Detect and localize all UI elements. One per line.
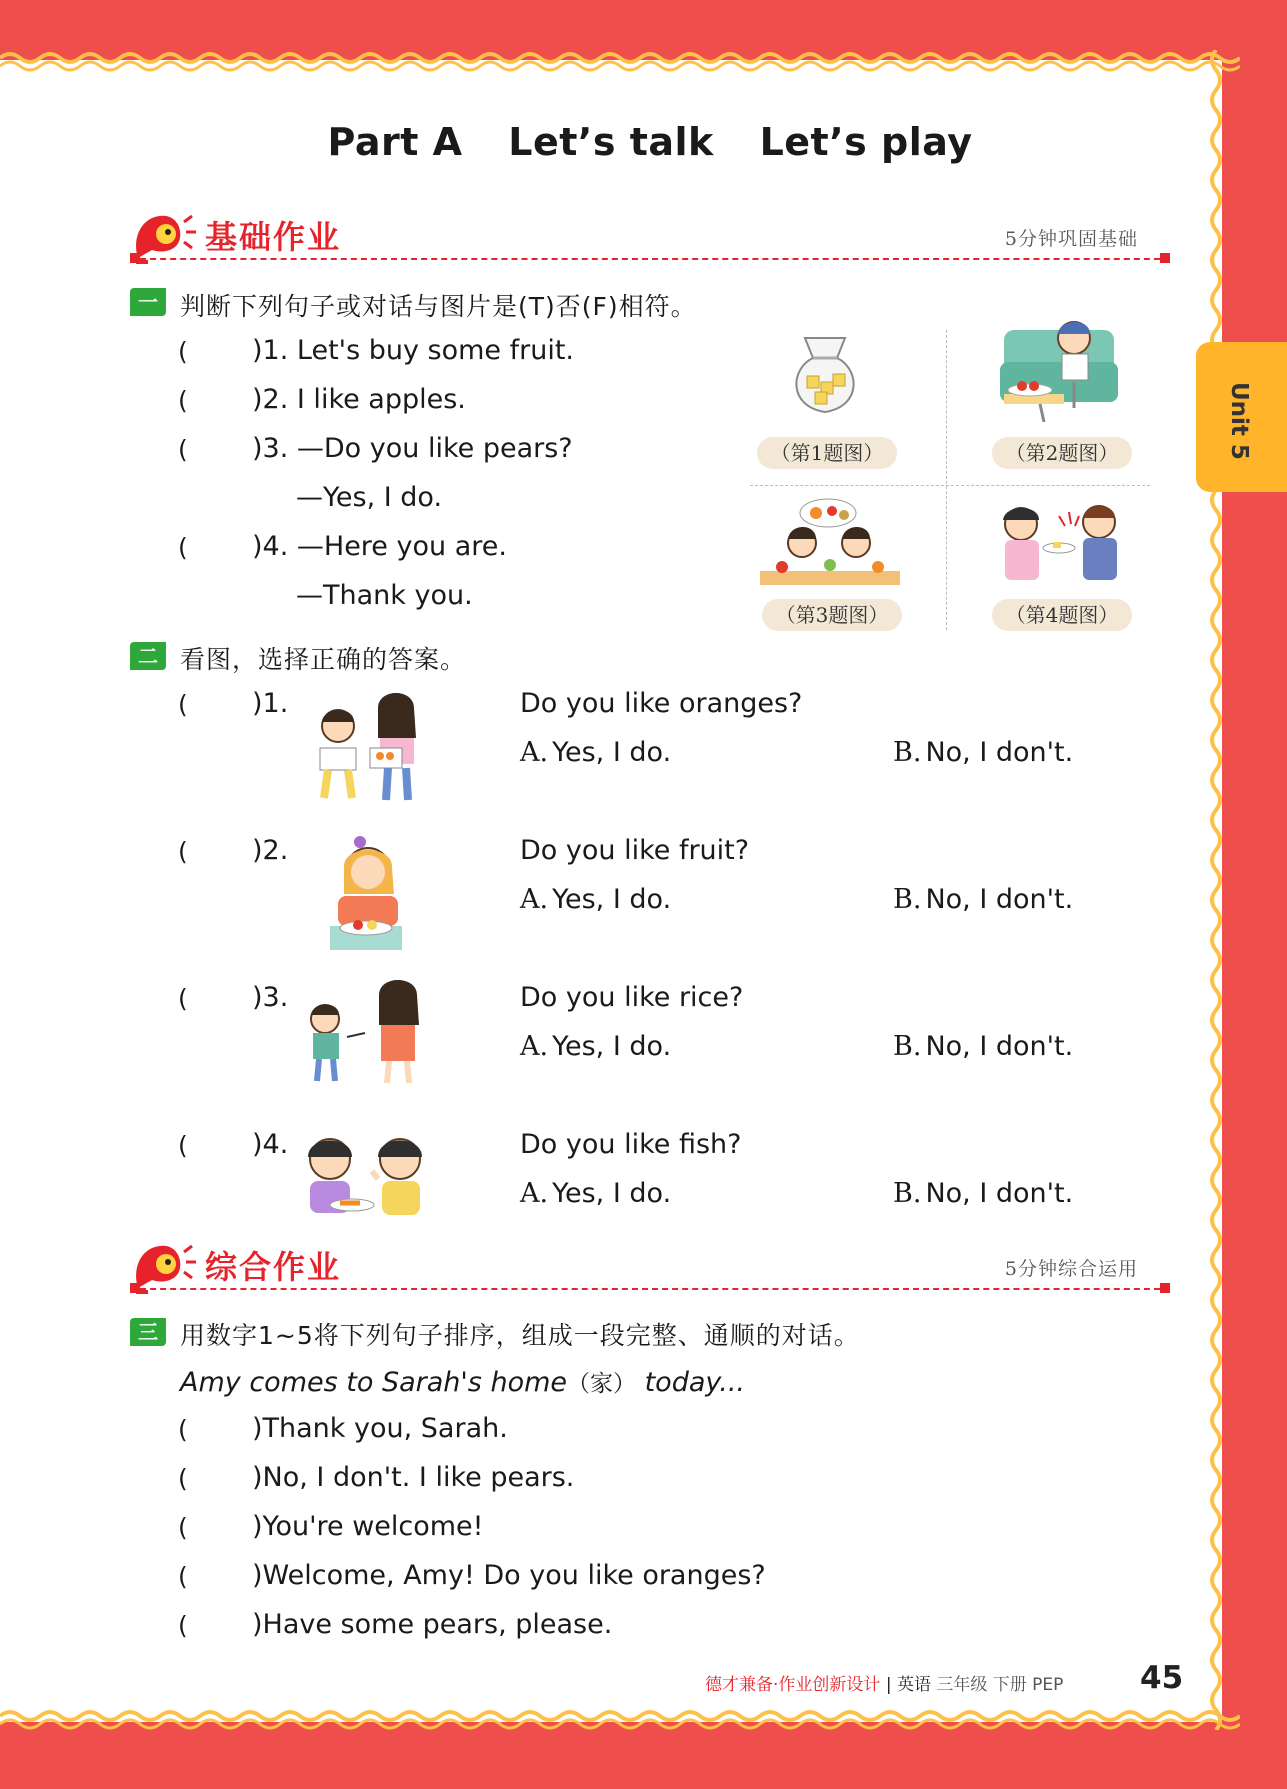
q2-item-3-option-a-text: Yes, I do. — [552, 1031, 672, 1062]
q2-item-4-option-a-text: Yes, I do. — [552, 1178, 672, 1209]
q2-item-4-option-a[interactable] — [520, 1178, 671, 1209]
q3-intro-cn: （家） — [567, 1371, 637, 1397]
title-part: Part A — [327, 120, 463, 164]
q1-caption-2: （第2题图） — [992, 437, 1132, 469]
q1-paren-1[interactable]: ( — [178, 337, 188, 366]
fruit-bag-picture — [785, 328, 865, 418]
q1-item-1-text: Let's buy some fruit. — [296, 335, 575, 366]
q2-item-2-option-b-letter: B. — [893, 884, 922, 915]
q2-item-1-option-b-text: No, I don't. — [925, 737, 1074, 768]
q1-item-1 — [252, 335, 574, 366]
unit-tab[interactable] — [1196, 342, 1287, 492]
section-comprehensive-label: 综合作业 — [205, 1248, 342, 1286]
q2-picture-1 — [308, 688, 423, 806]
q3-item-4: )Welcome, Amy! Do you like oranges? — [252, 1560, 766, 1591]
q2-item-3-option-a-letter: A. — [520, 1031, 549, 1062]
q2-item-1-option-b-letter: B. — [893, 737, 922, 768]
footer-brand: 德才兼备·作业创新设计 — [705, 1675, 881, 1695]
rule-end-right — [1160, 1283, 1170, 1293]
q1-caption-3: （第3题图） — [762, 599, 902, 631]
q1-item-4-text: —Here you are. — [296, 531, 507, 562]
q1-paren-4[interactable]: ( — [178, 533, 188, 562]
footer-volume: 下册 — [992, 1675, 1027, 1695]
q1-caption-1: （第1题图） — [757, 437, 897, 469]
unit-tab-label: Unit 5 — [1226, 382, 1252, 460]
q2-item-2-option-b[interactable] — [893, 884, 1073, 915]
q3-paren-3[interactable]: ( — [178, 1513, 188, 1542]
section-basic-sub: 5分钟巩固基础 — [1004, 228, 1138, 250]
q1-item-2-num: )2. — [252, 384, 297, 415]
rule-end-left — [130, 253, 140, 263]
q1-item-3-reply: —Yes, I do. — [296, 482, 443, 513]
question-3-title: 用数字1~5将下列句子排序，组成一段完整、通顺的对话。 — [180, 1321, 860, 1350]
q2-picture-2 — [328, 836, 402, 951]
q1-item-1-num: )1. — [252, 335, 297, 366]
title-play: Let’s play — [759, 120, 973, 164]
q1-paren-2[interactable]: ( — [178, 386, 188, 415]
q2-item-4-option-a-letter: A. — [520, 1178, 549, 1209]
section-mascot-icon — [130, 210, 200, 265]
section-mascot-icon — [130, 1240, 200, 1295]
q2-item-3-option-b[interactable] — [893, 1031, 1073, 1062]
section-comprehensive-sub: 5分钟综合运用 — [1004, 1258, 1138, 1280]
question-1-badge: 一 — [130, 288, 166, 316]
q2-picture-4 — [300, 1135, 428, 1220]
q2-item-1-option-a[interactable] — [520, 737, 671, 768]
q2-item-4-num: )4. — [252, 1129, 289, 1160]
q2-item-1-option-b[interactable] — [893, 737, 1073, 768]
q1-item-2 — [252, 384, 466, 415]
question-3-badge: 三 — [130, 1318, 166, 1346]
question-2-badge: 二 — [130, 642, 166, 670]
q2-item-2-num: )2. — [252, 835, 289, 866]
q1-item-3-text: —Do you like pears? — [296, 433, 573, 464]
q2-item-1-question: Do you like oranges? — [520, 688, 803, 719]
section-comprehensive-header — [130, 1240, 1170, 1300]
question-1-title: 判断下列句子或对话与图片是(T)否(F)相符。 — [180, 292, 697, 321]
question-2-title: 看图，选择正确的答案。 — [180, 645, 467, 674]
title-talk: Let’s talk — [508, 120, 714, 164]
q2-item-2-option-a[interactable] — [520, 884, 671, 915]
q3-paren-1[interactable]: ( — [178, 1415, 188, 1444]
grid-divider-horizontal — [750, 485, 1150, 486]
section-basic-rule — [130, 258, 1170, 260]
q2-item-1-option-a-letter: A. — [520, 737, 549, 768]
q3-paren-4[interactable]: ( — [178, 1562, 188, 1591]
q3-intro-end: today... — [636, 1367, 746, 1398]
q2-item-4-option-b-text: No, I don't. — [925, 1178, 1074, 1209]
right-wave-border — [1206, 50, 1236, 1730]
q2-item-4-option-b-letter: B. — [893, 1178, 922, 1209]
q1-item-3-num: )3. — [252, 433, 297, 464]
q2-paren-2[interactable]: ( — [178, 837, 188, 866]
page-title — [0, 120, 1287, 164]
section-basic-header — [130, 210, 1170, 270]
q2-item-2-option-a-text: Yes, I do. — [552, 884, 672, 915]
q2-picture-3 — [305, 975, 423, 1090]
q2-paren-3[interactable]: ( — [178, 984, 188, 1013]
rule-end-left — [130, 1283, 140, 1293]
q3-item-1: )Thank you, Sarah. — [252, 1413, 508, 1444]
q2-item-3-question: Do you like rice? — [520, 982, 744, 1013]
q3-intro — [180, 1365, 745, 1398]
q3-paren-5[interactable]: ( — [178, 1611, 188, 1640]
q3-item-5: )Have some pears, please. — [252, 1609, 613, 1640]
top-wave-border — [0, 48, 1240, 78]
q2-paren-4[interactable]: ( — [178, 1131, 188, 1160]
footer-grade: 三年级 — [936, 1675, 988, 1695]
grid-divider-vertical — [946, 330, 947, 630]
footer-sep: | — [885, 1675, 892, 1695]
q1-item-4-reply: —Thank you. — [296, 580, 473, 611]
footer-subject: 英语 — [896, 1675, 931, 1695]
q2-item-1-num: )1. — [252, 688, 289, 719]
q3-paren-2[interactable]: ( — [178, 1464, 188, 1493]
q2-item-3-option-b-letter: B. — [893, 1031, 922, 1062]
q2-item-3-option-b-text: No, I don't. — [925, 1031, 1074, 1062]
q3-item-3: )You're welcome! — [252, 1511, 484, 1542]
q2-item-4-question: Do you like fish? — [520, 1129, 742, 1160]
kids-at-table-picture — [758, 495, 904, 595]
q2-item-1-option-a-text: Yes, I do. — [552, 737, 672, 768]
q2-item-4-option-b[interactable] — [893, 1178, 1073, 1209]
page-number: 45 — [1140, 1660, 1184, 1696]
bottom-wave-border — [0, 1706, 1240, 1736]
section-comprehensive-rule — [130, 1288, 1170, 1290]
q2-item-2-option-b-text: No, I don't. — [925, 884, 1074, 915]
q1-item-3 — [252, 433, 573, 464]
footer — [705, 1670, 1063, 1695]
q2-paren-1[interactable]: ( — [178, 690, 188, 719]
q1-caption-4: （第4题图） — [992, 599, 1132, 631]
q2-item-3-num: )3. — [252, 982, 289, 1013]
section-basic-label: 基础作业 — [205, 218, 342, 256]
footer-edition: PEP — [1032, 1675, 1064, 1695]
q1-item-4-num: )4. — [252, 531, 297, 562]
q2-item-3-option-a[interactable] — [520, 1031, 671, 1062]
girl-gives-boy-picture — [995, 500, 1125, 585]
q1-paren-3[interactable]: ( — [178, 435, 188, 464]
q3-intro-text: Amy comes to Sarah's home — [180, 1367, 568, 1398]
q2-item-2-question: Do you like fruit? — [520, 835, 750, 866]
q3-item-2: )No, I don't. I like pears. — [252, 1462, 575, 1493]
q2-item-2-option-a-letter: A. — [520, 884, 549, 915]
q1-item-2-text: I like apples. — [296, 384, 466, 415]
q1-item-4 — [252, 531, 507, 562]
rule-end-right — [1160, 253, 1170, 263]
boy-on-sofa-picture — [1000, 312, 1120, 422]
